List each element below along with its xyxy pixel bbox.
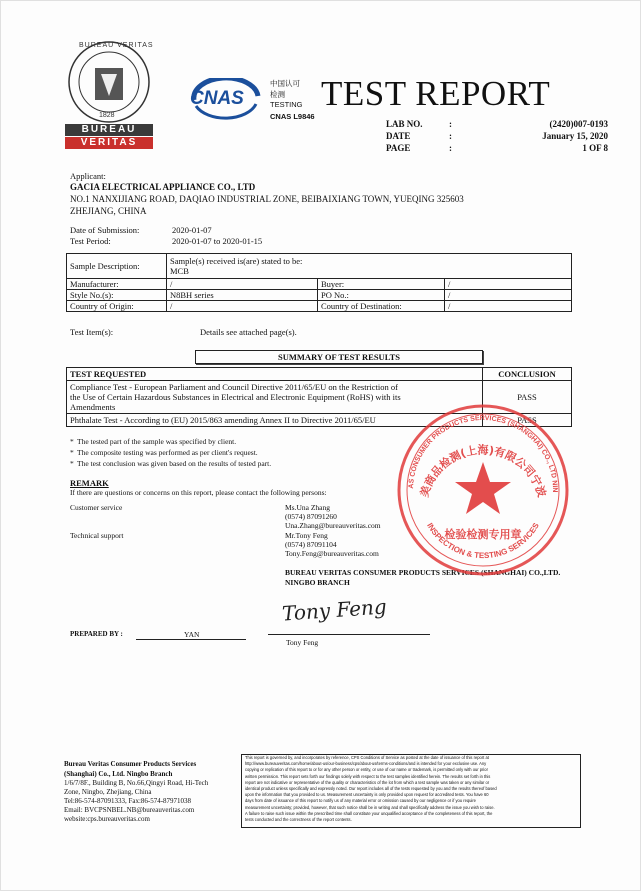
terms-line-8: days from date of issuance of this report to notify us of any material error or omission caused by our negligence or if you require <box>245 798 476 804</box>
row1-line3: Amendments <box>70 402 116 412</box>
manufacturer-label: Manufacturer: <box>67 279 167 290</box>
note-2: The composite testing was performed as per client's request. <box>77 448 258 457</box>
style-value: N8BH series <box>167 290 318 301</box>
cnas-line2: 检测 <box>270 90 285 99</box>
signature: Tony Feng <box>281 594 388 626</box>
meta-value-date: January 15, 2020 <box>542 131 608 141</box>
row1-result: PASS <box>483 381 572 414</box>
col-conclusion: CONCLUSION <box>483 368 572 381</box>
summary-title: SUMMARY OF TEST RESULTS <box>195 350 483 364</box>
footer-left-line2: 1/6/7/8F., Building B, No.66,Qingyi Road, Hi-Tech <box>64 779 209 787</box>
sample-desc-label: Sample Description: <box>67 254 167 279</box>
sample-desc-line2: MCB <box>170 266 189 276</box>
cs-phone: (0574) 87091260 <box>285 512 337 521</box>
test-items-value: Details see attached page(s). <box>200 327 297 337</box>
col-test-requested: TEST REQUESTED <box>67 368 483 381</box>
row2-line1: Phthalate Test - According to (EU) 2015/863 amending Annex II to Directive 2011/65/EU <box>70 415 376 425</box>
bv-word-veritas: VERITAS <box>65 137 153 149</box>
terms-line-3: copying or replication of this report to or for any other person or entity, or use of our name or trademark, is permitted only with our prior <box>245 767 488 773</box>
manufacturer-value: / <box>167 279 318 290</box>
note-mark-2: * <box>70 448 74 457</box>
seal-ring-top: AS CONSUMER PRODUCTS SERVICES (SHANGHAI) CO., LTD NIN <box>407 414 559 493</box>
footer-left-line4: Tel:86-574-87091333, Fax:86-574-87971038 <box>64 797 192 805</box>
seal-ring-cn: 美商品检测(上海)有限公司宁波 <box>417 443 549 499</box>
company-line2: NINGBO BRANCH <box>285 578 350 587</box>
cs-name: Ms.Una Zhang <box>285 503 330 512</box>
note-1: The tested part of the sample was specified by client. <box>77 437 237 446</box>
bv-year: 1828 <box>99 112 115 119</box>
cnas-line4: CNAS L9846 <box>270 112 315 121</box>
footer-left-line6: website:cps.bureauveritas.com <box>64 815 150 823</box>
meta-label-lab: LAB NO. <box>386 119 423 129</box>
applicant-name: GACIA ELECTRICAL APPLIANCE CO., LTD <box>70 182 256 192</box>
po-label: PO No.: <box>318 290 445 301</box>
footer-left-title: Bureau Veritas Consumer Products Services <box>64 760 197 768</box>
prepared-label: PREPARED BY : <box>70 630 123 638</box>
bv-word-bureau: BUREAU <box>65 124 153 136</box>
footer-left-line3: Zone, Ningbo, Zhejiang, China <box>64 788 152 796</box>
meta-label-page: PAGE <box>386 143 411 153</box>
terms-line-6: identical product unless specifically and expressly noted. Our report includes all of the tests requested by you and the results thereof based <box>245 786 497 792</box>
cnas-wordmark: CNAS <box>190 88 244 109</box>
sample-desc-line1: Sample(s) received is(are) stated to be: <box>170 256 303 266</box>
row1-line2: the Use of Certain Hazardous Substances in Electrical and Electronic Equipment (RoHS) with its <box>70 392 401 402</box>
terms-line-9: measurement uncertainty; provided, however, that such notice shall be in writing and shall specifically address the issue you wish to raise. <box>245 804 495 810</box>
origin-label: Country of Origin: <box>67 301 167 312</box>
origin-value: / <box>167 301 318 312</box>
applicant-label: Applicant: <box>70 171 106 181</box>
ts-label: Technical support <box>70 531 124 540</box>
applicant-address2: ZHEJIANG, CHINA <box>70 206 147 216</box>
terms-line-5: report are not indicative or representative of the quality or characteristics of the lot from which a test sample was taken or any similar or <box>245 779 490 785</box>
dest-value: / <box>445 301 572 312</box>
meta-colon-lab: : <box>449 119 452 129</box>
buyer-label: Buyer: <box>318 279 445 290</box>
applicant-address1: NO.1 NANXIJIANG ROAD, DAQIAO INDUSTRIAL ZONE, BEIBAIXIANG TOWN, YUEQING 325603 <box>70 194 464 204</box>
company-line1: BUREAU VERITAS CONSUMER PRODUCTS SERVICES (SHANGHAI) CO.,LTD. <box>285 568 561 577</box>
note-mark-3: * <box>70 459 74 468</box>
meta-value-page: 1 OF 8 <box>582 143 608 153</box>
report-title: TEST REPORT <box>321 74 551 113</box>
ts-name: Mr.Tony Feng <box>285 531 328 540</box>
cs-email[interactable]: Una.Zhang@bureauveritas.com <box>285 521 381 530</box>
dest-label: Country of Destination: <box>318 301 445 312</box>
signer-name: Tony Feng <box>286 638 319 647</box>
cs-label: Customer service <box>70 503 123 512</box>
terms-line-10: A failure to raise such issue within the prescribed time shall constitute your unqualified acceptance of the completeness of this report, the <box>245 810 493 816</box>
submission-value: 2020-01-07 <box>172 225 212 235</box>
period-value: 2020-01-07 to 2020-01-15 <box>172 236 263 246</box>
meta-value-lab: (2420)007-0193 <box>549 119 608 129</box>
terms-line-1: This report is governed by, and incorporates by reference, CPS Conditions of Service as posted at the date of issuance of this report at <box>245 755 489 760</box>
note-3: The test conclusion was given based on the results of tested part. <box>77 459 272 468</box>
po-value: / <box>445 290 572 301</box>
terms-line-2: http://www.bureauveritas.com/home/about-us/our-business/cps/about-us/terms-conditions/and is intended for your exclusive use. Any <box>245 761 487 767</box>
note-mark-1: * <box>70 437 74 446</box>
cnas-line1: 中国认可 <box>270 79 300 88</box>
submission-label: Date of Submission: <box>70 225 140 235</box>
meta-label-date: DATE <box>386 131 411 141</box>
row2-result: PASS <box>483 414 572 427</box>
remark-title: REMARK <box>70 478 109 488</box>
prepared-name: YAN <box>184 630 200 639</box>
bv-ring-text: BUREAU VERITAS <box>79 42 154 49</box>
test-items-label: Test Item(s): <box>70 327 114 337</box>
terms-line-7: upon the information that you provided to us. Measurement uncertainty is only provided upon request for accredited tests. You have 60 <box>245 792 489 798</box>
seal-ring-bottom: INSPECTION & TESTING SERVICES <box>425 521 541 561</box>
footer-left-line5: Email: BVCPSNBEL.NB@bureauveritas.com <box>64 806 195 814</box>
buyer-value: / <box>445 279 572 290</box>
remark-text: If there are questions or concerns on this report, please contact the following persons: <box>70 488 327 497</box>
meta-colon-date: : <box>449 131 452 141</box>
period-label: Test Period: <box>70 236 111 246</box>
style-label: Style No.(s): <box>67 290 167 301</box>
footer-left-line1: (Shanghai) Co., Ltd. Ningbo Branch <box>64 770 173 778</box>
meta-colon-page: : <box>449 143 452 153</box>
seal-band: 检验检测专用章 <box>444 528 522 541</box>
row1-line1: Compliance Test - European Parliament and Council Directive 2011/65/EU on the Restriction of <box>70 382 398 392</box>
terms-line-11: tests conducted and the correctness of the report contents. <box>245 817 352 823</box>
ts-phone: (0574) 87091104 <box>285 540 337 549</box>
cnas-line3: TESTING <box>270 100 303 109</box>
ts-email[interactable]: Tony.Feng@bureauveritas.com <box>285 549 379 558</box>
terms-line-4: written permission. This report sets forth our findings solely with respect to the test samples identified herein. The results set forth in this <box>245 773 491 779</box>
